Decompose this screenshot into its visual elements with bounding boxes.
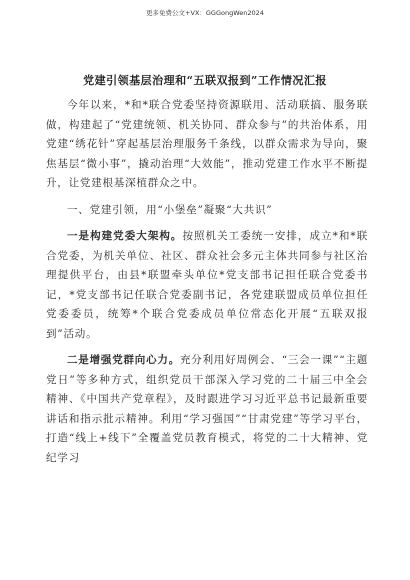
document-title: 党建引领基层治理和“五联双报到”工作情况汇报	[83, 74, 327, 87]
paragraph-2	[46, 351, 368, 468]
section-heading: 一、党建引领，用“小堡垒”凝聚“大共识”	[67, 203, 273, 216]
document-body	[46, 96, 368, 475]
paragraph-2-lead: 二是增强党群向心力。	[67, 354, 180, 366]
intro-paragraph: 今年以来，*和*联合党委坚持资源联用、活动联搞、服务联做，构建起了“党建统领、机关协同、群众参与”的共治体系，用党建“绣花针”穿起基层治理服务千条线，以群众需求为导向，聚焦基层“微小事”，撬动治理“大效能”，推动党建工作水平不断提升，让党建根基深植群众之中。	[46, 99, 368, 189]
paragraph-2-text: 充分利用好周例会、“三会一课”“主题党日”等多种方式，组织党员干部深入学习党的二十届三中全会精神、《中国共产党章程》，及时跟进学习习近平总书记最新重要讲话和指示批示精神。利用“学习强国”“甘肃党建”等学习平台，打造“线上+线下”全覆盖党员教育模式，将党的二十大精神、党纪学习	[46, 354, 369, 464]
paragraph-1-text: 按照机关工委统一安排，成立*和*联合党委，为机关单位、社区、群众社会多元主体共同参与社区治理提供平台，由县*联盟牵头单位*党支部书记担任联合党委书记，*党支部书记任联合党委副书记，各党建联盟成员单位担任党委委员，统筹*个联合党委成员单位常态化开展“五联双报到”活动。	[46, 230, 369, 340]
paragraph-1-lead: 一是构建党委大架构。	[67, 230, 183, 242]
header-note: 更多免费公文+VX：GGGongWen2024	[146, 9, 264, 17]
paragraph-1	[46, 227, 368, 344]
